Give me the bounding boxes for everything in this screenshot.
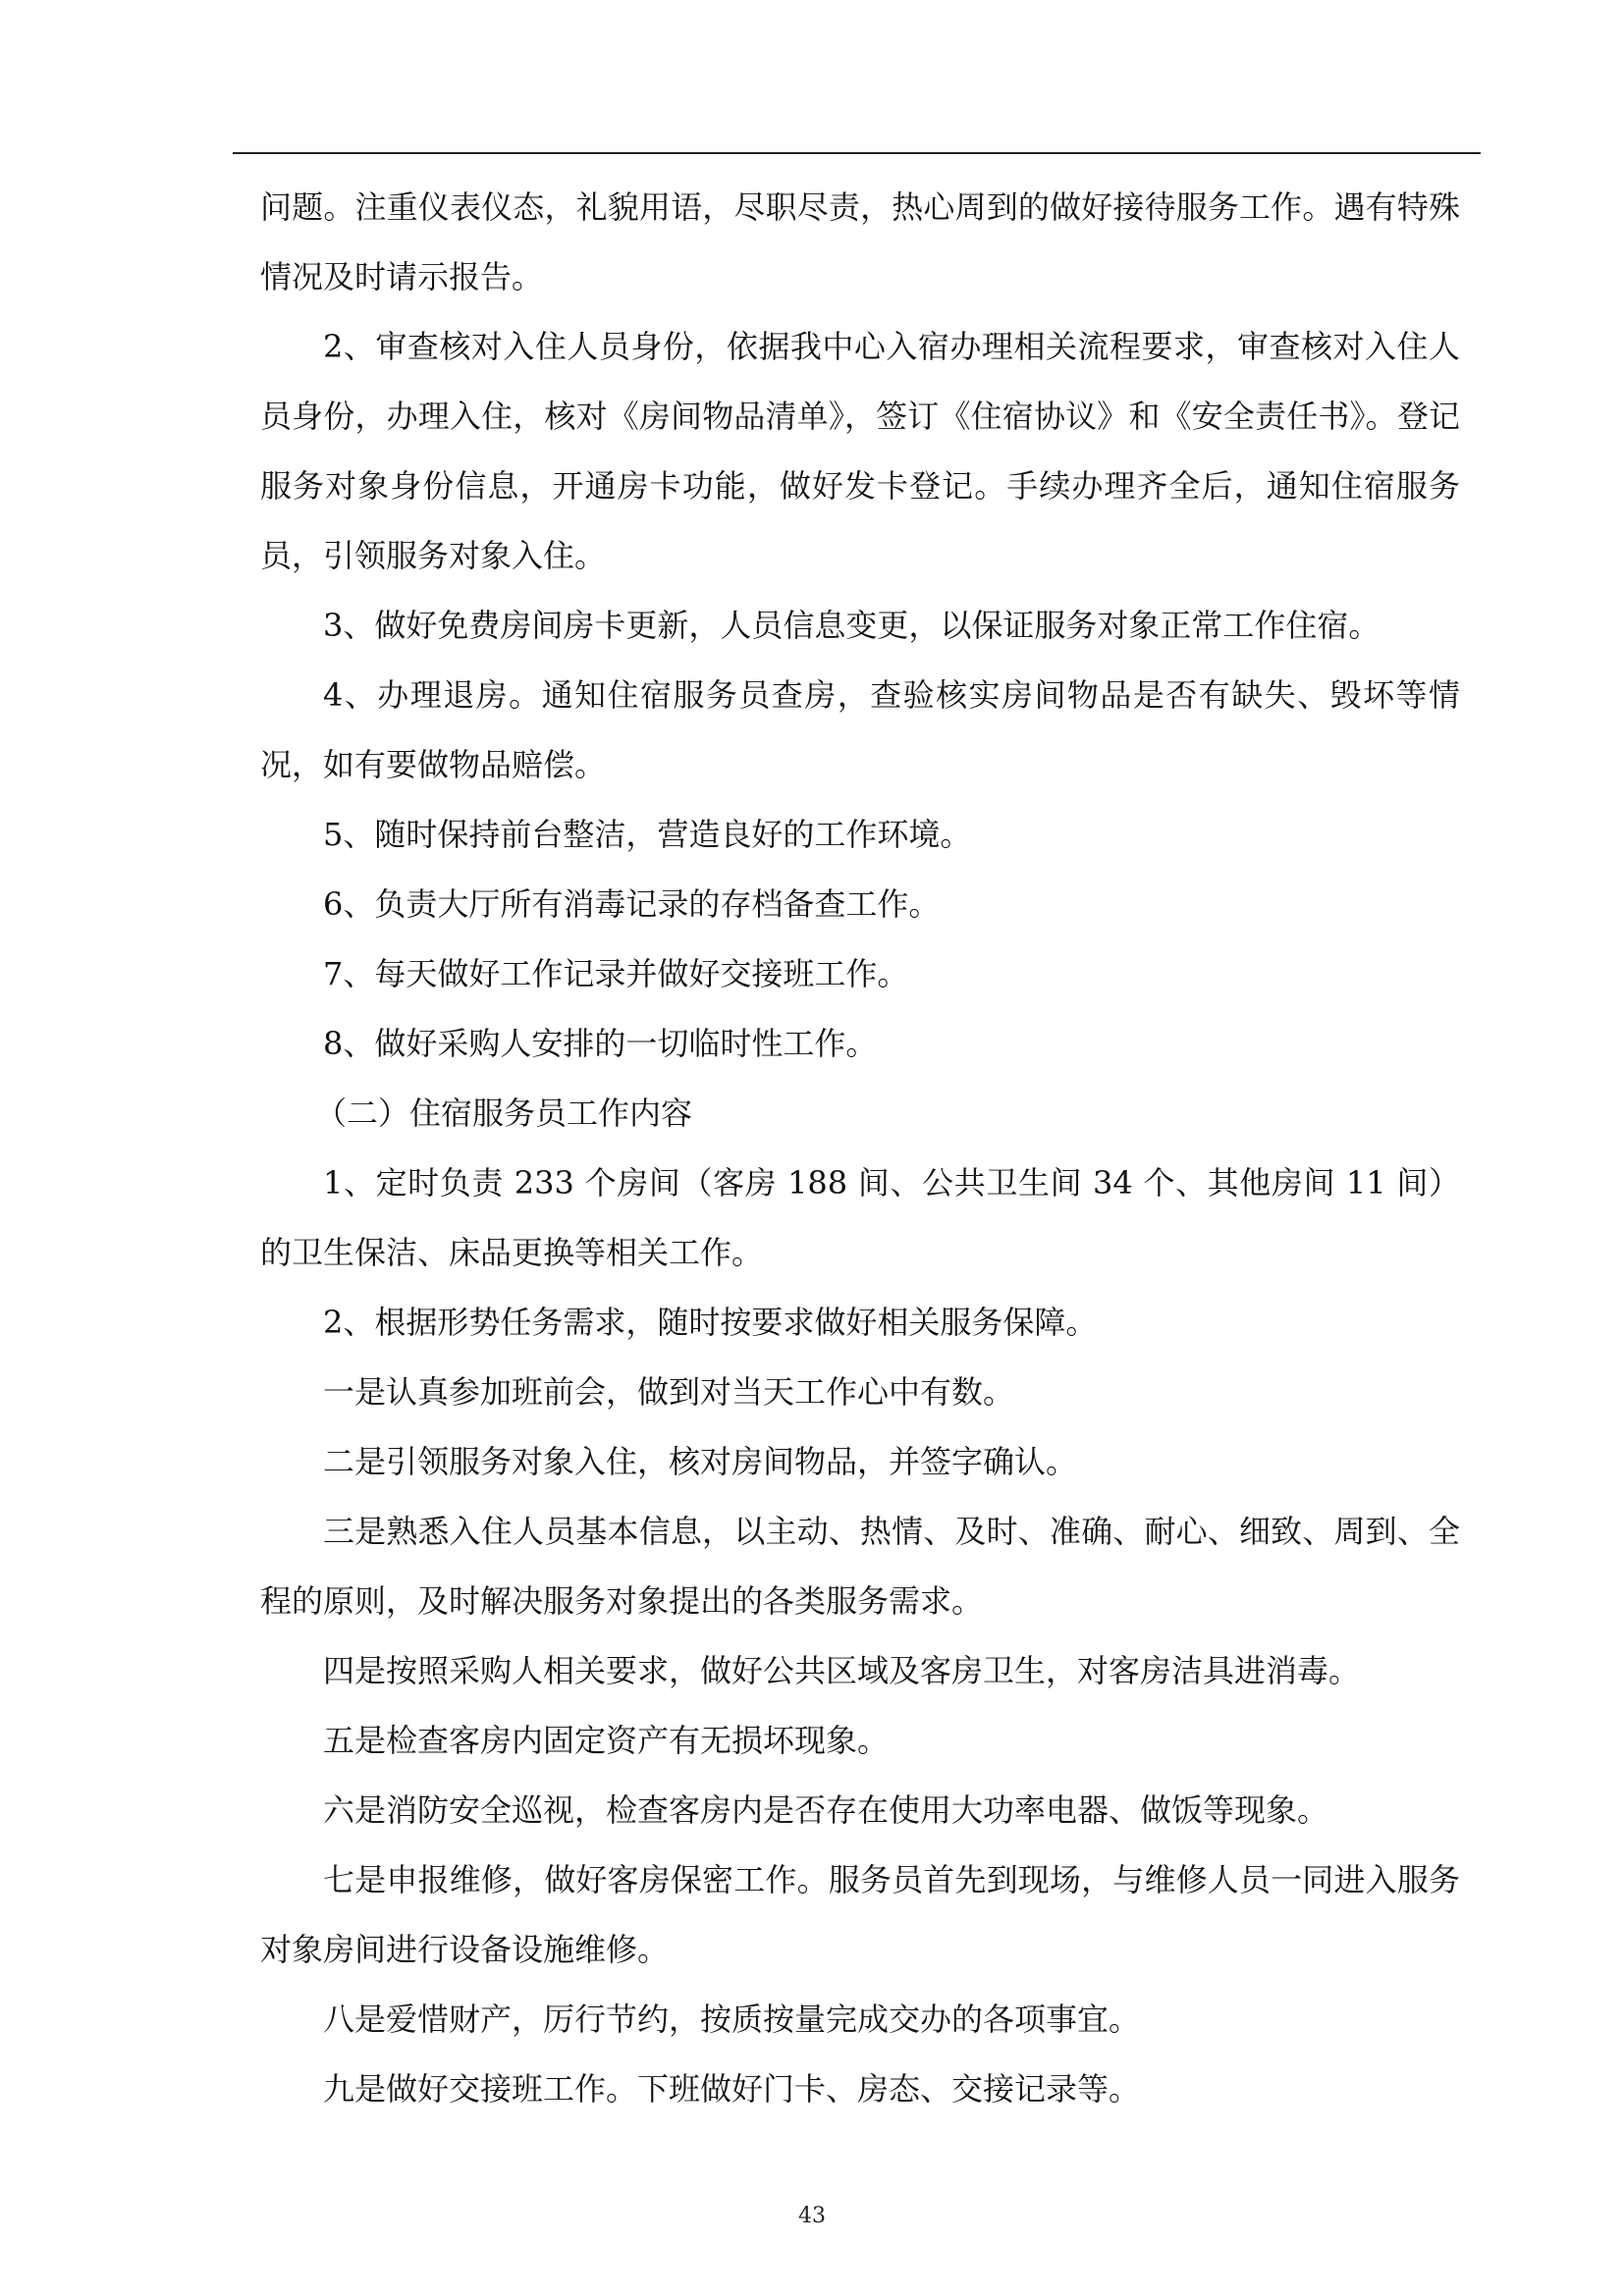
- document-body: [260, 173, 1460, 2124]
- page-number: 43: [798, 2204, 826, 2228]
- paragraph: 6、负责大厅所有消毒记录的存档备查工作。: [323, 885, 941, 923]
- paragraph: 1、定时负责 233 个房间（客房 188 间、公共卫生间 34 个、其他房间 11 间）的卫生保洁、床品更换等相关工作。: [260, 1164, 1460, 1271]
- paragraph: 2、审查核对入住人员身份，依据我中心入宿办理相关流程要求，审查核对入住人员身份，办理入住，核对《房间物品清单》，签订《住宿协议》和《安全责任书》。登记服务对象身份信息，开通房卡功能，做好发卡登记。手续办理齐全后，通知住宿服务员，引领服务对象入住。: [260, 328, 1460, 574]
- section-heading: （二）住宿服务员工作内容: [315, 1095, 693, 1132]
- header-rule: [233, 152, 1481, 154]
- paragraph: 3、做好免费房间房卡更新，人员信息变更，以保证服务对象正常工作住宿。: [323, 607, 1380, 644]
- paragraph: 二是引领服务对象入住，核对房间物品，并签字确认。: [323, 1443, 1078, 1480]
- paragraph: 5、随时保持前台整洁，营造良好的工作环境。: [323, 816, 972, 853]
- paragraph: 2、根据形势任务需求，随时按要求做好相关服务保障。: [323, 1304, 1098, 1341]
- paragraph: 七是申报维修，做好客房保密工作。服务员首先到现场，与维修人员一同进入服务对象房间进行设备设施维修。: [260, 1861, 1460, 1968]
- paragraph: 三是熟悉入住人员基本信息，以主动、热情、及时、准确、耐心、细致、周到、全程的原则，及时解决服务对象提出的各类服务需求。: [260, 1513, 1460, 1620]
- paragraph: 7、每天做好工作记录并做好交接班工作。: [323, 955, 909, 992]
- paragraph: 八是爱惜财产，厉行节约，按质按量完成交办的各项事宜。: [323, 2001, 1141, 2038]
- paragraph: 8、做好采购人安排的一切临时性工作。: [323, 1025, 878, 1062]
- paragraph: 四是按照采购人相关要求，做好公共区域及客房卫生，对客房洁具进消毒。: [323, 1652, 1361, 1689]
- paragraph: 五是检查客房内固定资产有无损坏现象。: [323, 1722, 890, 1759]
- paragraph: 问题。注重仪表仪态，礼貌用语，尽职尽责，热心周到的做好接待服务工作。遇有特殊情况及时请示报告。: [260, 188, 1460, 295]
- paragraph: 一是认真参加班前会，做到对当天工作心中有数。: [323, 1373, 1015, 1411]
- paragraph: 4、办理退房。通知住宿服务员查房，查验核实房间物品是否有缺失、毁坏等情况，如有要做物品赔偿。: [260, 676, 1460, 783]
- paragraph: 九是做好交接班工作。下班做好门卡、房态、交接记录等。: [323, 2070, 1141, 2108]
- paragraph: 六是消防安全巡视，检查客房内是否存在使用大功率电器、做饭等现象。: [323, 1791, 1329, 1829]
